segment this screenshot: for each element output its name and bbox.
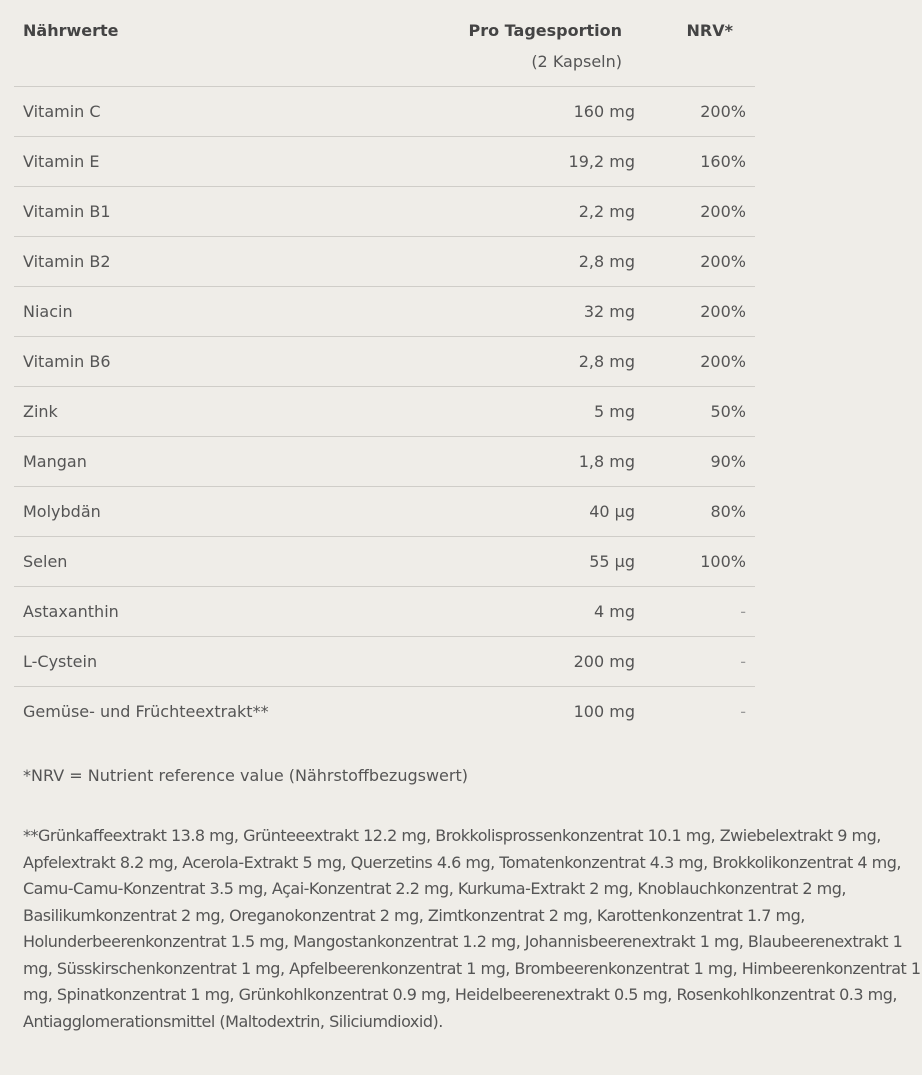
nutrient-nrv: 200% (700, 202, 746, 221)
nutrient-name: Mangan (23, 452, 87, 471)
nutrient-nrv: 50% (710, 402, 746, 421)
nutrient-amount: 2,8 mg (578, 352, 635, 371)
header-nrv: NRV* (686, 21, 733, 40)
table-header (14, 10, 755, 87)
nutrient-nrv: - (740, 652, 746, 671)
nutrient-name: Vitamin B6 (23, 352, 111, 371)
nutrient-nrv: 200% (700, 302, 746, 321)
table-row (14, 587, 755, 637)
nutrient-amount: 5 mg (593, 402, 635, 421)
table-row (14, 487, 755, 537)
nutrient-nrv: - (740, 702, 746, 721)
nutrient-nrv: 80% (710, 502, 746, 521)
table-row (14, 687, 755, 736)
header-portion-capsules: (2 Kapseln) (531, 52, 622, 71)
extract-footnote: **Grünkaffeextrakt 13.8 mg, Grünteeextrakt 12.2 mg, Brokkolisprossenkonzentrat 10.1 mg, Zwiebelextrakt 9 mg, Apfelextrakt 8.2 mg, Acerola-Extrakt 5 mg, Querzetins 4.6 mg, Tomatenkonzentrat 4.3 mg, Brokkolikonzentrat 4 mg, Camu-Camu-Konzentrat 3.5 mg, Açai-Konzentrat 2.2 mg, Kurkuma-Extrakt 2 mg, Knoblauchkonzentrat 2 mg, Basilikumkonzentrat 2 mg, Oreganokonzentrat 2 mg, Zimtkonzentrat 2 mg, Karottenkonzentrat 1.7 mg, Holunderbeerenkonzentrat 1.5 mg, Mangostankonzentrat 1.2 mg, Johannisbeerenextrakt 1 mg, Blaubeerenextrakt 1 mg, Süsskirschenkonzentrat 1 mg, Apfelbeerenkonzentrat 1 mg, Brombeerenkonzentrat 1 mg, Himbeerenkonzentrat 1 mg, Spinatkonzentrat 1 mg, Grünkohlkonzentrat 0.9 mg, Heidelbeerenextrakt 0.5 mg, Rosenkohlkonzentrat 0.3 mg, Antiagglomerationsmittel (Maltodextrin, Siliciumdioxid). (23, 826, 921, 1031)
nutrient-name: Gemüse- und Früchteextrakt** (23, 702, 269, 721)
nutrient-amount: 40 µg (589, 502, 635, 521)
nutrient-amount: 4 mg (593, 602, 635, 621)
table-row (14, 387, 755, 437)
table-body (14, 87, 755, 736)
nutrient-name: Vitamin C (23, 102, 101, 121)
nutrient-amount: 160 mg (573, 102, 635, 121)
table-row (14, 87, 755, 137)
nutrient-name: Vitamin B2 (23, 252, 111, 271)
nutrient-amount: 1,8 mg (578, 452, 635, 471)
nutrient-amount: 200 mg (573, 652, 635, 671)
nrv-footnote: *NRV = Nutrient reference value (Nährstoffbezugswert) (23, 766, 468, 785)
nutrient-nrv: 100% (700, 552, 746, 571)
nutrient-nrv: 90% (710, 452, 746, 471)
header-nutrients: Nährwerte (23, 21, 119, 40)
nutrient-nrv: 200% (700, 252, 746, 271)
nutrient-name: Selen (23, 552, 68, 571)
table-row (14, 537, 755, 587)
nutrient-name: Vitamin E (23, 152, 100, 171)
table-row (14, 137, 755, 187)
nutrient-nrv: - (740, 602, 746, 621)
nutrient-amount: 100 mg (573, 702, 635, 721)
nutrient-name: Molybdän (23, 502, 101, 521)
header-daily-portion: Pro Tagesportion (468, 21, 622, 40)
table-row (14, 237, 755, 287)
nutrient-nrv: 160% (700, 152, 746, 171)
nutrient-name: Vitamin B1 (23, 202, 111, 221)
nutrient-amount: 32 mg (583, 302, 635, 321)
nutrient-amount: 2,8 mg (578, 252, 635, 271)
table-row (14, 637, 755, 687)
nutrient-amount: 2,2 mg (578, 202, 635, 221)
nutrient-name: Niacin (23, 302, 73, 321)
table-row (14, 187, 755, 237)
nutrition-table (14, 10, 755, 736)
nutrient-nrv: 200% (700, 352, 746, 371)
table-row (14, 337, 755, 387)
table-row (14, 437, 755, 487)
nutrient-amount: 19,2 mg (568, 152, 635, 171)
nutrient-amount: 55 µg (589, 552, 635, 571)
table-row (14, 287, 755, 337)
nutrient-name: Astaxanthin (23, 602, 119, 621)
nutrient-name: L-Cystein (23, 652, 98, 671)
nutrient-name: Zink (23, 402, 58, 421)
nutrient-nrv: 200% (700, 102, 746, 121)
